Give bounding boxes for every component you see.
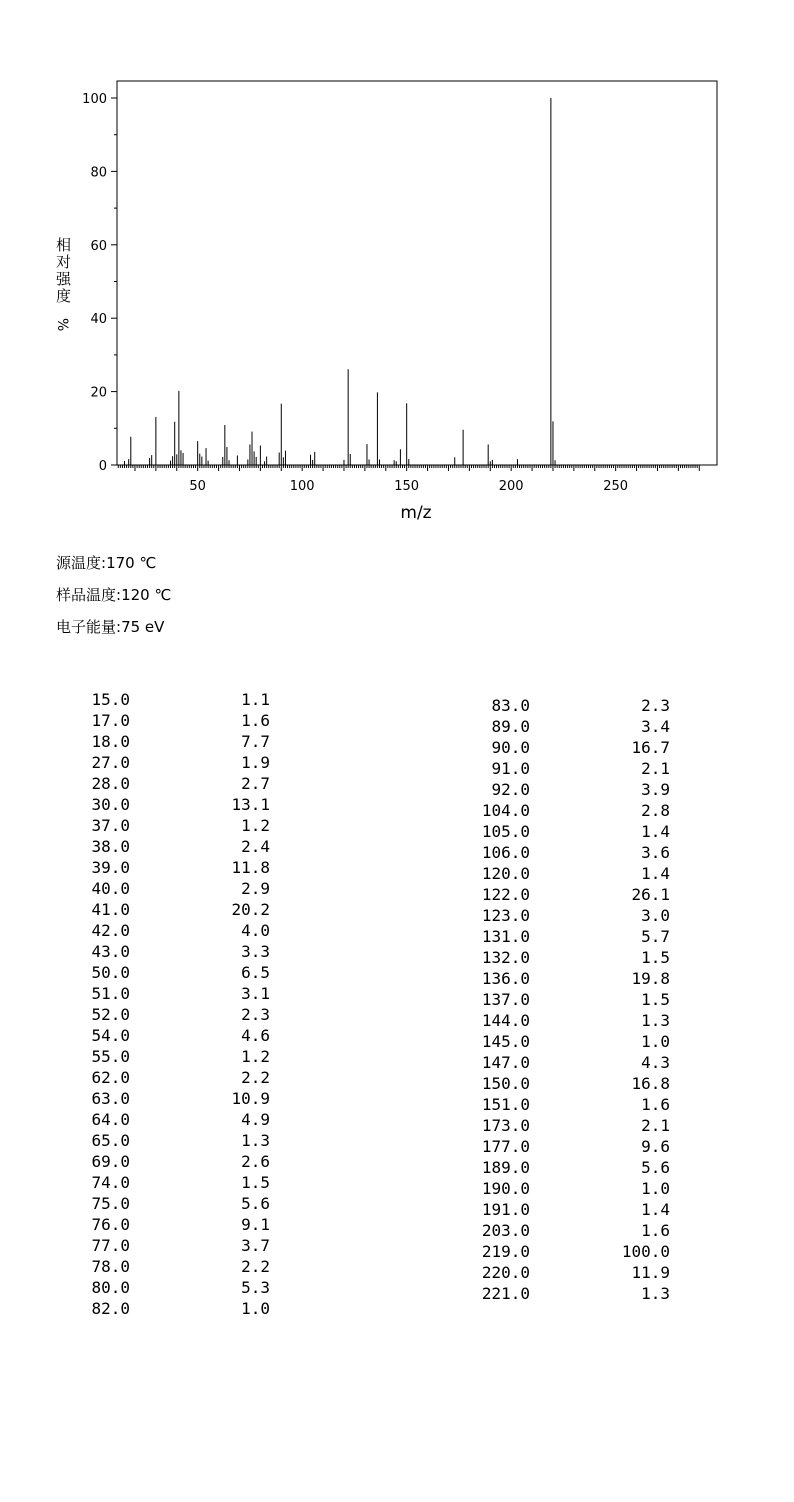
table-row (10, 921, 270, 942)
abundance-value: 19.8 (631, 969, 670, 988)
mz-value: 91.0 (491, 759, 530, 778)
abundance-value: 1.3 (241, 1131, 270, 1150)
x-tick-label: 100 (289, 479, 315, 494)
table-row (10, 1110, 270, 1131)
table-row (410, 885, 670, 906)
condition-sample-temp (56, 584, 171, 605)
abundance-value: 1.6 (641, 1221, 670, 1240)
abundance-value: 11.8 (231, 858, 270, 877)
abundance-value: 3.1 (241, 984, 270, 1003)
condition-value: 170 ℃ (106, 554, 157, 572)
table-row (10, 690, 270, 711)
abundance-value: 2.4 (241, 837, 270, 856)
abundance-value: 1.0 (241, 1299, 270, 1318)
table-row (410, 1095, 670, 1116)
mz-value: 18.0 (91, 732, 130, 751)
condition-value: 120 ℃ (121, 586, 172, 604)
mz-value: 173.0 (481, 1116, 530, 1135)
table-row (10, 753, 270, 774)
y-tick-label: 60 (90, 238, 107, 254)
table-row (410, 969, 670, 990)
abundance-value: 2.9 (241, 879, 270, 898)
abundance-value: 5.3 (241, 1278, 270, 1297)
table-row (10, 837, 270, 858)
mz-value: 132.0 (481, 948, 530, 967)
x-tick-label: 250 (603, 479, 629, 494)
table-row (410, 843, 670, 864)
abundance-value: 1.0 (641, 1179, 670, 1198)
mz-value: 17.0 (91, 711, 130, 730)
table-row (10, 711, 270, 732)
mz-value: 120.0 (481, 864, 530, 883)
abundance-value: 3.3 (241, 942, 270, 961)
x-axis-label: m/z (400, 503, 432, 523)
mz-value: 78.0 (91, 1257, 130, 1276)
abundance-value: 26.1 (631, 885, 670, 904)
abundance-value: 1.1 (241, 690, 270, 709)
condition-label: 源温度: (56, 554, 107, 572)
mz-value: 92.0 (491, 780, 530, 799)
table-row (410, 1221, 670, 1242)
table-row (410, 1158, 670, 1179)
abundance-value: 4.3 (641, 1053, 670, 1072)
mz-value: 82.0 (91, 1299, 130, 1318)
condition-value: 75 eV (121, 618, 165, 636)
mz-value: 137.0 (481, 990, 530, 1009)
table-row (10, 942, 270, 963)
mz-value: 145.0 (481, 1032, 530, 1051)
abundance-value: 1.6 (241, 711, 270, 730)
abundance-value: 1.5 (641, 990, 670, 1009)
mz-value: 39.0 (91, 858, 130, 877)
table-row (410, 906, 670, 927)
abundance-value: 1.9 (241, 753, 270, 772)
y-tick-label: 0 (98, 459, 107, 474)
mz-value: 52.0 (91, 1005, 130, 1024)
y-tick-label: 80 (90, 165, 107, 181)
abundance-value: 6.5 (241, 963, 270, 982)
mz-value: 221.0 (481, 1284, 530, 1303)
table-row (10, 1047, 270, 1068)
mz-value: 189.0 (481, 1158, 530, 1177)
mz-value: 90.0 (491, 738, 530, 757)
table-row (410, 1032, 670, 1053)
condition-label: 电子能量: (56, 618, 122, 636)
abundance-value: 7.7 (241, 732, 270, 751)
table-row (410, 780, 670, 801)
mz-value: 37.0 (91, 816, 130, 835)
table-row (10, 1026, 270, 1047)
table-row (410, 759, 670, 780)
mz-value: 190.0 (481, 1179, 530, 1198)
table-row (410, 1011, 670, 1032)
table-row (410, 822, 670, 843)
table-row (410, 738, 670, 759)
abundance-value: 1.4 (641, 864, 670, 883)
mz-value: 69.0 (91, 1152, 130, 1171)
table-row (10, 1005, 270, 1026)
table-row (10, 879, 270, 900)
mz-value: 55.0 (91, 1047, 130, 1066)
mz-value: 74.0 (91, 1173, 130, 1192)
mz-value: 64.0 (91, 1110, 130, 1129)
y-axis-label: 相对强度 (56, 236, 72, 305)
abundance-value: 2.3 (641, 696, 670, 715)
abundance-value: 4.0 (241, 921, 270, 940)
abundance-value: 1.0 (641, 1032, 670, 1051)
table-row (410, 1053, 670, 1074)
x-tick-label: 150 (394, 479, 420, 494)
condition-electron-energy (56, 616, 164, 637)
y-tick-label: 20 (90, 385, 107, 401)
abundance-value: 3.4 (641, 717, 670, 736)
mass-spectrum-chart (0, 0, 794, 540)
abundance-value: 2.1 (641, 1116, 670, 1135)
x-tick-label: 200 (498, 479, 524, 494)
mz-value: 75.0 (91, 1194, 130, 1213)
x-tick-label: 50 (189, 479, 206, 494)
table-row (410, 696, 670, 717)
abundance-value: 3.7 (241, 1236, 270, 1255)
abundance-value: 2.8 (641, 801, 670, 820)
mz-value: 62.0 (91, 1068, 130, 1087)
table-row (10, 963, 270, 984)
table-row (410, 864, 670, 885)
abundance-value: 3.6 (641, 843, 670, 862)
mz-value: 106.0 (481, 843, 530, 862)
abundance-value: 13.1 (231, 795, 270, 814)
mz-value: 136.0 (481, 969, 530, 988)
mz-value: 63.0 (91, 1089, 130, 1108)
mz-value: 147.0 (481, 1053, 530, 1072)
y-tick-label: 100 (82, 92, 107, 107)
abundance-value: 20.2 (231, 900, 270, 919)
abundance-value: 1.3 (641, 1011, 670, 1030)
abundance-value: 4.6 (241, 1026, 270, 1045)
mz-value: 89.0 (491, 717, 530, 736)
peak-table-left (10, 690, 270, 1320)
mz-value: 144.0 (481, 1011, 530, 1030)
table-row (410, 927, 670, 948)
table-row (10, 984, 270, 1005)
mz-value: 104.0 (481, 801, 530, 820)
abundance-value: 11.9 (631, 1263, 670, 1282)
mz-value: 203.0 (481, 1221, 530, 1240)
table-row (10, 1257, 270, 1278)
mz-value: 177.0 (481, 1137, 530, 1156)
table-row (410, 1116, 670, 1137)
mz-value: 15.0 (91, 690, 130, 709)
mz-value: 38.0 (91, 837, 130, 856)
abundance-value: 9.6 (641, 1137, 670, 1156)
mz-value: 40.0 (91, 879, 130, 898)
mz-value: 77.0 (91, 1236, 130, 1255)
condition-label: 样品温度: (56, 586, 122, 604)
abundance-value: 16.7 (631, 738, 670, 757)
abundance-value: 100.0 (621, 1242, 670, 1261)
table-row (410, 948, 670, 969)
mz-value: 42.0 (91, 921, 130, 940)
y-axis-unit: % (54, 318, 70, 332)
mz-value: 43.0 (91, 942, 130, 961)
mz-value: 80.0 (91, 1278, 130, 1297)
mz-value: 219.0 (481, 1242, 530, 1261)
abundance-value: 2.2 (241, 1257, 270, 1276)
table-row (10, 1299, 270, 1320)
table-row (10, 1194, 270, 1215)
abundance-value: 3.0 (641, 906, 670, 925)
table-row (10, 1215, 270, 1236)
table-row (410, 717, 670, 738)
abundance-value: 1.4 (641, 1200, 670, 1219)
table-row (10, 1278, 270, 1299)
mz-value: 220.0 (481, 1263, 530, 1282)
mz-value: 27.0 (91, 753, 130, 772)
condition-source-temp (56, 552, 156, 573)
table-row (10, 1152, 270, 1173)
mz-value: 28.0 (91, 774, 130, 793)
mz-value: 65.0 (91, 1131, 130, 1150)
abundance-value: 5.6 (241, 1194, 270, 1213)
table-row (410, 1137, 670, 1158)
abundance-value: 1.4 (641, 822, 670, 841)
abundance-value: 16.8 (631, 1074, 670, 1093)
abundance-value: 4.9 (241, 1110, 270, 1129)
mz-value: 151.0 (481, 1095, 530, 1114)
mz-value: 76.0 (91, 1215, 130, 1234)
mz-value: 83.0 (491, 696, 530, 715)
table-row (10, 858, 270, 879)
mz-value: 54.0 (91, 1026, 130, 1045)
table-row (410, 1242, 670, 1263)
peak-table-right (410, 696, 670, 1305)
table-row (10, 732, 270, 753)
table-row (410, 990, 670, 1011)
table-row (10, 1173, 270, 1194)
abundance-value: 2.6 (241, 1152, 270, 1171)
table-row (10, 1068, 270, 1089)
mz-value: 191.0 (481, 1200, 530, 1219)
table-row (410, 1284, 670, 1305)
abundance-value: 10.9 (231, 1089, 270, 1108)
abundance-value: 1.6 (641, 1095, 670, 1114)
abundance-value: 3.9 (641, 780, 670, 799)
abundance-value: 2.7 (241, 774, 270, 793)
mz-value: 123.0 (481, 906, 530, 925)
table-row (10, 900, 270, 921)
table-row (10, 795, 270, 816)
abundance-value: 2.2 (241, 1068, 270, 1087)
peak-bars (125, 98, 556, 465)
abundance-value: 1.2 (241, 816, 270, 835)
table-row (410, 1200, 670, 1221)
abundance-value: 1.5 (241, 1173, 270, 1192)
abundance-value: 2.1 (641, 759, 670, 778)
abundance-value: 1.5 (641, 948, 670, 967)
plot-frame (117, 81, 717, 465)
abundance-value: 1.3 (641, 1284, 670, 1303)
abundance-value: 5.7 (641, 927, 670, 946)
table-row (10, 774, 270, 795)
abundance-value: 5.6 (641, 1158, 670, 1177)
abundance-value: 9.1 (241, 1215, 270, 1234)
mz-value: 30.0 (91, 795, 130, 814)
mz-value: 131.0 (481, 927, 530, 946)
y-tick-label: 40 (90, 312, 107, 328)
table-row (10, 1236, 270, 1257)
table-row (10, 1131, 270, 1152)
table-row (10, 1089, 270, 1110)
abundance-value: 2.3 (241, 1005, 270, 1024)
table-row (10, 816, 270, 837)
table-row (410, 1263, 670, 1284)
table-row (410, 801, 670, 822)
mz-value: 50.0 (91, 963, 130, 982)
table-row (410, 1074, 670, 1095)
table-row (410, 1179, 670, 1200)
mz-value: 41.0 (91, 900, 130, 919)
abundance-value: 1.2 (241, 1047, 270, 1066)
mz-value: 122.0 (481, 885, 530, 904)
mz-value: 105.0 (481, 822, 530, 841)
mz-value: 51.0 (91, 984, 130, 1003)
mz-value: 150.0 (481, 1074, 530, 1093)
